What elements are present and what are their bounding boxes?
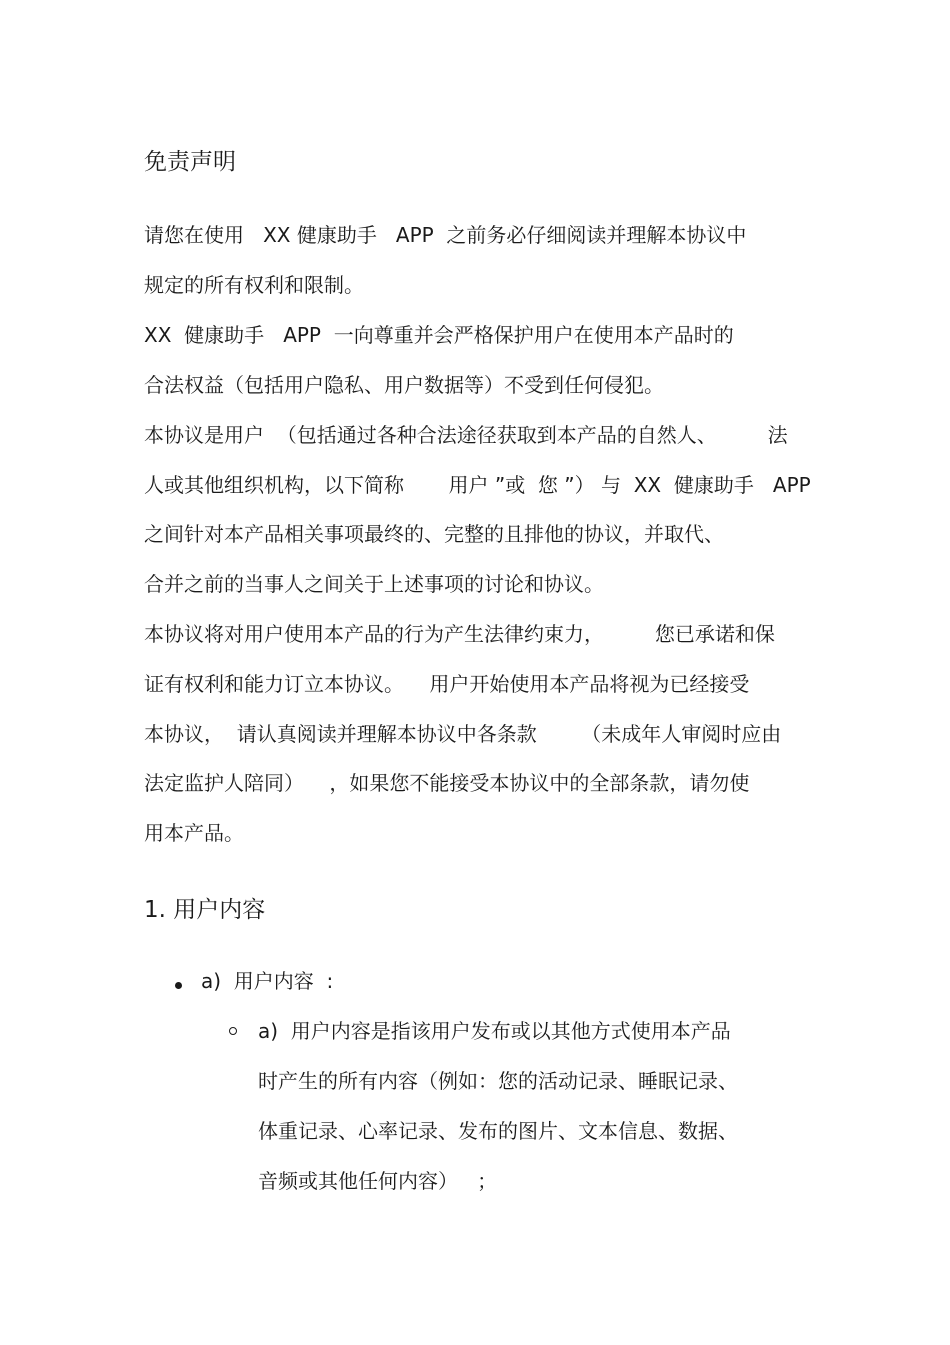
bullet-circle-icon: [229, 1027, 237, 1035]
bullet-item-label: a) 用户内容 :: [201, 969, 334, 993]
sub-item-line-1: a) 用户内容是指该用户发布或以其他方式使用本产品: [258, 1019, 731, 1043]
page-title: 免责声明: [144, 149, 236, 175]
intro-line-13: 用本产品。: [144, 821, 244, 845]
sub-item-line-3: 体重记录、心率记录、发布的图片、文本信息、数据、: [258, 1119, 738, 1143]
sub-item-line-4: 音频或其他任何内容） ；: [258, 1169, 498, 1193]
intro-line-4: 合法权益（包括用户隐私、用户数据等）不受到任何侵犯。: [144, 373, 664, 397]
intro-line-9: 本协议将对用户使用本产品的行为产生法律约束力， 您已承诺和保: [144, 622, 775, 646]
intro-line-7: 之间针对本产品相关事项最终的、完整的且排他的协议，并取代、: [144, 522, 724, 546]
section-heading: 1. 用户内容: [144, 897, 266, 923]
intro-line-6: 人或其他组织机构，以下简称 用户 ”或 您 ”） 与 XX 健康助手 APP: [144, 473, 811, 497]
bullet-dot-icon: [175, 982, 182, 989]
intro-line-2: 规定的所有权利和限制。: [144, 273, 364, 297]
intro-line-10: 证有权利和能力订立本协议。 用户开始使用本产品将视为已经接受: [144, 672, 750, 696]
intro-line-12: 法定监护人陪同） ，如果您不能接受本协议中的全部条款，请勿使: [144, 771, 750, 795]
sub-item-line-2: 时产生的所有内容（例如：您的活动记录、睡眠记录、: [258, 1069, 738, 1093]
intro-line-8: 合并之前的当事人之间关于上述事项的讨论和协议。: [144, 572, 604, 596]
intro-line-11: 本协议， 请认真阅读并理解本协议中各条款 （未成年人审阅时应由: [144, 722, 782, 746]
intro-line-3: XX 健康助手 APP 一向尊重并会严格保护用户在使用本产品时的: [144, 323, 734, 347]
intro-line-1: 请您在使用 XX 健康助手 APP 之前务必仔细阅读并理解本协议中: [144, 223, 747, 247]
intro-line-5: 本协议是用户 （包括通过各种合法途径获取到本产品的自然人、 法: [144, 423, 788, 447]
